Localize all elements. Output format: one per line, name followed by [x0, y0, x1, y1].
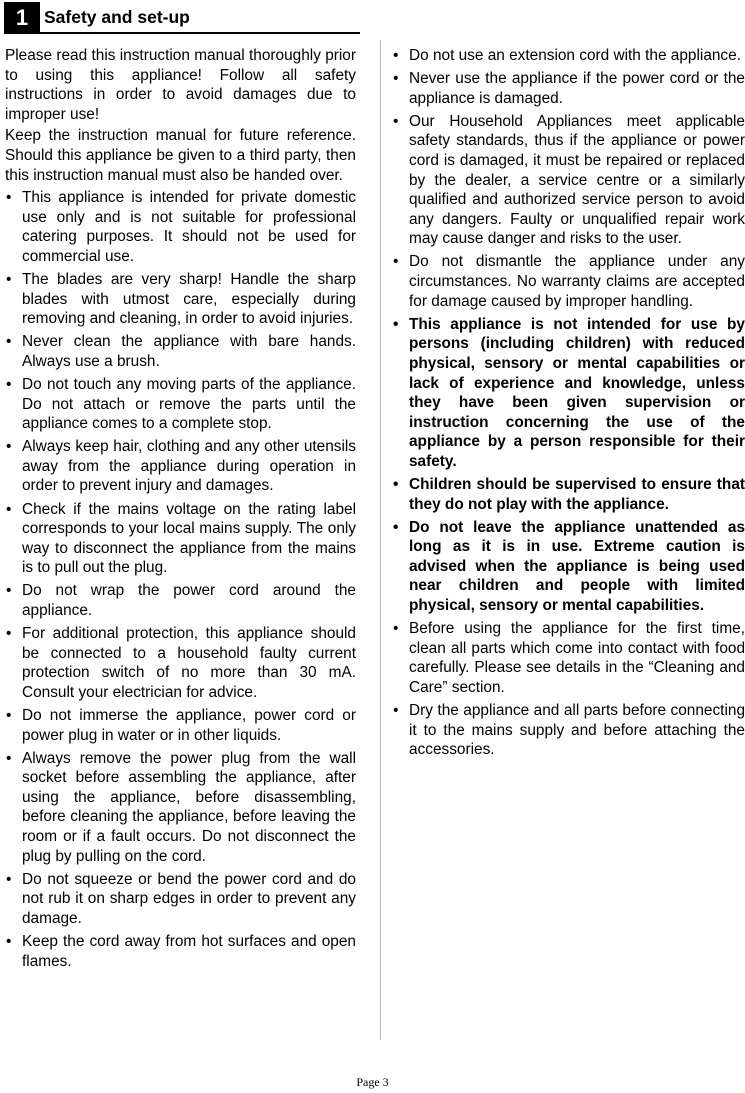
list-item: [5, 375, 356, 434]
list-item-text: Check if the mains voltage on the rating label corresponds to your local mains supply. The only way to disconnect the appliance from the mains is to pull out the plug.: [22, 500, 356, 577]
list-item-text: For additional protection, this appliance should be connected to a household faulty current protection switch of no more than 30 mA. Consult your electrician for advice.: [22, 625, 356, 701]
right-bullet-list: [392, 46, 745, 760]
intro-paragraph: Please read this instruction manual thoroughly prior to using this appliance! Follow all safety instructions in order to avoid damages due to improper use!: [5, 47, 356, 123]
list-item-text: Always remove the power plug from the wall socket before assembling the appliance, after using the appliance, before disassembling, before cleaning the appliance, before leaving the room or if a fault occurs. Do not disconnect the plug by pulling on the cord.: [22, 749, 356, 865]
section-underline: [40, 32, 360, 34]
bullet-icon: •: [6, 333, 12, 351]
left-bullet-list: [5, 188, 356, 971]
list-item: [392, 619, 745, 697]
list-item: [5, 706, 356, 745]
list-item: [392, 46, 745, 66]
list-item-text: Before using the appliance for the first time, clean all parts which come into contact with food carefully. Please see details in the “Cleaning and Care” section.: [409, 620, 745, 696]
list-item: [5, 749, 356, 867]
list-item-text: Children should be supervised to ensure that they do not play with the appliance.: [409, 475, 745, 513]
list-item: [5, 500, 356, 578]
list-item-text: Do not leave the appliance unattended as long as it is in use. Extreme caution is advised when the appliance is being used near children and people with limited physical, sensory or mental capabilities.: [409, 518, 745, 615]
bullet-icon: •: [393, 518, 399, 536]
list-item-text: Always keep hair, clothing and any other utensils away from the appliance during operation in order to prevent injury and damages.: [22, 438, 356, 495]
bullet-icon: •: [6, 625, 12, 643]
bullet-icon: •: [393, 70, 399, 88]
list-item: [392, 69, 745, 108]
list-item: [5, 581, 356, 620]
section-number: 1: [4, 2, 40, 34]
bullet-icon: •: [6, 707, 12, 724]
list-item-text: Our Household Appliances meet applicable safety standards, thus if the appliance or power cord is damaged, it must be repaired or replaced by the dealer, a service centre or a similarly qualified and authorized service person to avoid any dangers. Faulty or unqualified repair work may cause danger and risks to the user.: [409, 112, 745, 248]
bullet-icon: •: [6, 749, 12, 767]
list-item-text: Do not squeeze or bend the power cord and do not rub it on sharp edges in order to prevent any damage.: [22, 870, 356, 927]
right-column: [392, 46, 745, 763]
bullet-icon: •: [393, 253, 399, 271]
bullet-icon: •: [6, 582, 12, 600]
bullet-icon: •: [6, 500, 12, 518]
list-item-text: This appliance is not intended for use by persons (including children) with reduced physical, sensory or mental capabilities or lack of experience and knowledge, unless they have been given supervision or instruction concerning the use of the appliance by a person responsible for their safety.: [409, 315, 745, 470]
bullet-icon: •: [393, 112, 399, 130]
bullet-icon: •: [393, 475, 399, 493]
list-item-text: Do not immerse the appliance, power cord or power plug in water or in other liquids.: [22, 707, 356, 744]
list-item-text: Keep the cord away from hot surfaces and open flames.: [22, 933, 356, 970]
column-divider: [380, 40, 381, 1040]
list-item: [5, 270, 356, 329]
list-item: [5, 624, 356, 702]
left-column: [5, 46, 356, 975]
warning-list-item: [392, 475, 745, 514]
bullet-icon: •: [6, 870, 12, 888]
page-number: Page 3: [356, 1075, 389, 1089]
list-item: [5, 870, 356, 929]
bullet-icon: •: [6, 189, 12, 207]
list-item: [392, 252, 745, 311]
list-item: [392, 701, 745, 760]
list-item-text: Dry the appliance and all parts before connecting it to the mains supply and before attaching the accessories.: [409, 702, 745, 759]
section-header: [4, 0, 360, 34]
bullet-icon: •: [393, 315, 399, 333]
bullet-icon: •: [6, 376, 12, 393]
list-item-text: Do not dismantle the appliance under any circumstances. No warranty claims are accepted for damage caused by improper handling.: [409, 253, 745, 310]
list-item-text: This appliance is intended for private domestic use only and is not suitable for professional catering purposes. It should not be used for commercial use.: [22, 189, 356, 265]
list-item: [392, 112, 745, 249]
section-title: Safety and set-up: [44, 7, 190, 27]
bullet-icon: •: [6, 438, 12, 456]
list-item-text: Never clean the appliance with bare hands. Always use a brush.: [22, 333, 356, 370]
list-item: [5, 332, 356, 371]
list-item-text: The blades are very sharp! Handle the sharp blades with utmost care, especially during removing and cleaning, in order to avoid injuries.: [22, 271, 356, 328]
list-item: [5, 932, 356, 971]
list-item-text: Never use the appliance if the power cord or the appliance is damaged.: [409, 70, 745, 107]
list-item-text: Do not wrap the power cord around the appliance.: [22, 582, 356, 620]
bullet-icon: •: [6, 933, 12, 951]
bullet-icon: •: [393, 702, 399, 719]
list-item-text: Do not use an extension cord with the appliance.: [409, 47, 741, 64]
bullet-icon: •: [393, 47, 399, 64]
warning-list-item: [392, 315, 745, 472]
bullet-icon: •: [393, 620, 399, 638]
intro-paragraph: Keep the instruction manual for future reference. Should this appliance be given to a third party, then this instruction manual must also be handed over.: [5, 127, 356, 184]
list-item: [5, 437, 356, 496]
list-item: [5, 188, 356, 266]
bullet-icon: •: [6, 271, 12, 289]
warning-list-item: [392, 518, 745, 616]
list-item-text: Do not touch any moving parts of the appliance. Do not attach or remove the parts until the appliance comes to a complete stop.: [22, 376, 356, 433]
